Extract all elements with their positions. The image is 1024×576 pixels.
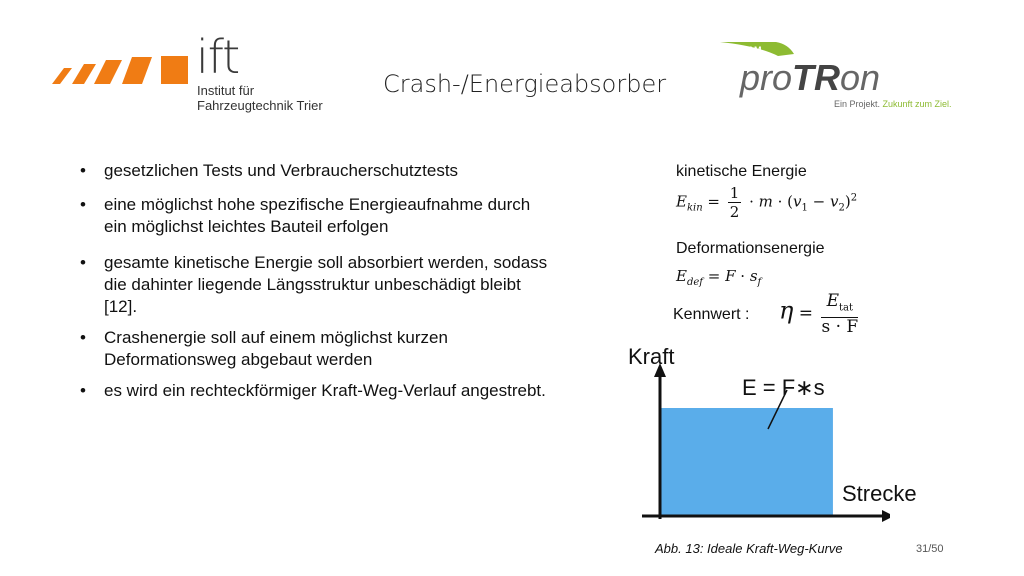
- chart-annotation: E = F∗s: [742, 375, 825, 400]
- work-area-rect: [660, 408, 833, 516]
- slide-title: Crash-/Energieabsorber: [383, 70, 667, 98]
- logo-stripe: [72, 64, 96, 84]
- bullet-item: • es wird ein rechteckförmiger Kraft-Weg-Verlauf angestrebt.: [80, 380, 550, 402]
- bullet-item: • gesamte kinetische Energie soll absorbiert werden, sodass die dahinter liegende Längsstruktur unbeschädigt bleibt [12].: [80, 252, 550, 318]
- logo-stripe: [94, 60, 122, 84]
- logo-stripe: [122, 57, 152, 84]
- protron-logo: [718, 38, 958, 100]
- ift-logo-stripes: [50, 54, 190, 86]
- bullet-item: • eine möglichst hohe spezifische Energieaufnahme durch ein möglichst leichtes Bauteil erfolgen: [80, 194, 550, 238]
- chart-x-label: Strecke: [842, 481, 917, 506]
- kennwert-label: Kennwert :: [673, 306, 750, 323]
- logo-badge: TEAM: [736, 45, 762, 55]
- x-axis-arrow: [882, 510, 890, 522]
- logo-stripe: [52, 68, 72, 84]
- ift-logo-text: ift: [196, 30, 240, 84]
- ift-logo-subtitle: [197, 83, 323, 113]
- deformation-energy-label: Deformationsenergie: [676, 240, 825, 257]
- page-number: 31/50: [916, 543, 944, 555]
- kennwert-formula: η = $\frac{E_{tat}}{s \cdot F}$: [779, 291, 859, 338]
- kinetic-energy-label: kinetische Energie: [676, 163, 807, 180]
- bullet-list: [80, 160, 550, 411]
- protron-tagline: Ein Projekt. Zukunft zum Ziel.: [834, 99, 952, 109]
- ift-subtitle-line1: Institut für: [197, 83, 255, 98]
- deformation-energy-formula: $E_{def} = F \cdot s_f$: [676, 267, 762, 288]
- bullet-item: • gesetzlichen Tests und Verbraucherschutztests: [80, 160, 550, 182]
- logo-name: proTRon: [740, 57, 881, 98]
- chart-caption: Abb. 13: Ideale Kraft-Weg-Kurve: [655, 541, 843, 556]
- bullet-item: • Crashenergie soll auf einem möglichst kurzen Deformationsweg abgebaut werden: [80, 327, 550, 371]
- logo-block: [161, 56, 188, 84]
- ift-subtitle-line2: Fahrzeugtechnik Trier: [197, 98, 323, 113]
- kinetic-energy-formula: $E_{kin}$ = $\frac{1}{2}$ · $m \cdot (v_1 - v_2)^2$: [676, 184, 858, 221]
- chart-y-label: Kraft: [628, 344, 675, 369]
